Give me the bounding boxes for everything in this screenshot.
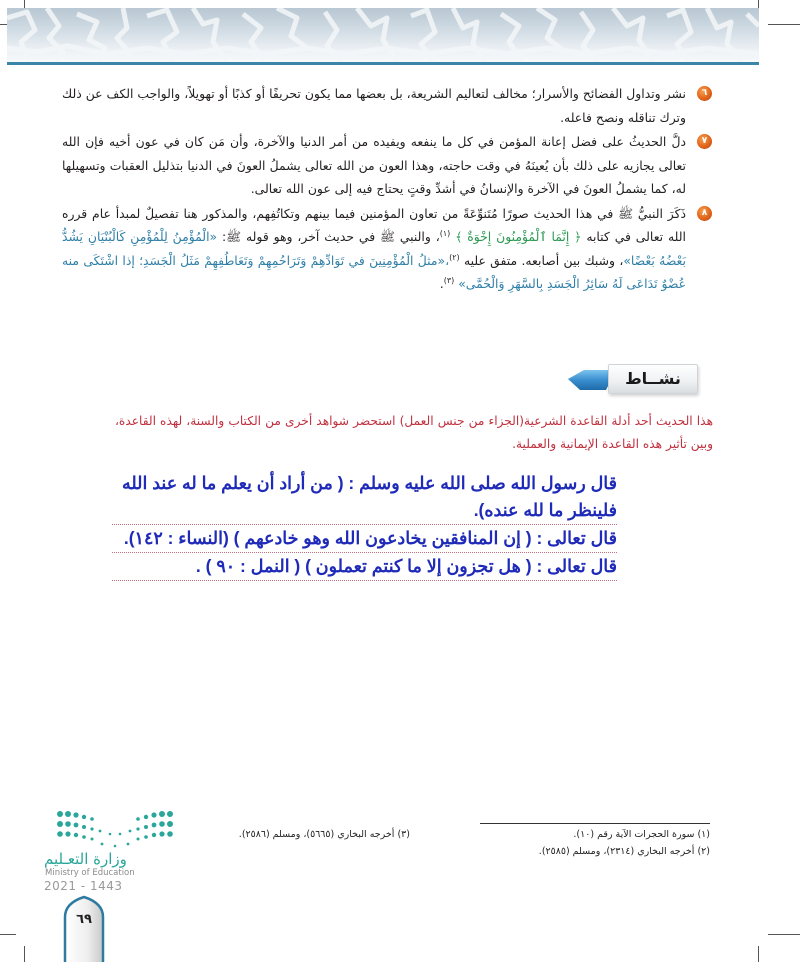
footnote-rule [480, 823, 710, 824]
crop-mark [0, 934, 16, 935]
number-badge: ٧ [697, 134, 712, 149]
hadith-quote: «الْمُؤْمِنُ لِلْمُؤْمِنِ كَالْبُنْيَانِ يَشُدُّ بَعْضُهُ بَعْضًا» [62, 229, 686, 268]
ministry-logo-icon [40, 806, 180, 850]
footnote: (١) سورة الحجرات الآية رقم (١٠). [573, 829, 710, 840]
point-text: ذَكَرَ النبيُّ ﷺ في هذا الحديث صورًا مُتَنوِّعَةً من تعاون المؤمنين فيما بينهم وتكاتُفِهم، والمذكور هنا تفصيلٌ لمبدأ عام قرره الله تعالى في كتابه [62, 205, 686, 244]
crop-mark [758, 946, 759, 962]
answer-line: قال تعالى : ( إن المنافقين يخادعون الله وهو خادعهم ) (النساء : ١٤٢). [112, 525, 617, 553]
footnotes [170, 826, 410, 843]
header-rule [7, 62, 759, 65]
activity-answers [112, 470, 617, 581]
page-number: ٦٩ [76, 912, 92, 927]
page-number-tab [62, 895, 106, 962]
point-text: . [439, 276, 444, 291]
answer-line: قال تعالى : ( هل تجزون إلا ما كنتم تعملون ) ( النمل : ٩٠ ) . [112, 553, 617, 581]
header-banner [7, 8, 759, 62]
quran-verse: ﴿ إِنَّمَا ٱلْمُؤْمِنُونَ إِخْوَةٌ ﴾ [455, 229, 582, 244]
point-7 [62, 130, 712, 201]
ministry-name-ar: وزارة التعـليم [44, 850, 127, 868]
number-badge: ٦ [697, 86, 712, 101]
lesson-points [62, 82, 712, 297]
answer-line: قال رسول الله صلى الله عليه وسلم : ( من أراد أن يعلم ما له عند الله فلينظر ما لله عنده). [112, 470, 617, 525]
footnotes [430, 826, 710, 860]
arabesque-pattern [7, 8, 759, 62]
point-text: ، وشبك بين أصابعه. متفق عليه [463, 252, 624, 268]
footnote-ref: (١) [439, 228, 451, 238]
activity-header [566, 364, 698, 394]
point-8 [62, 202, 712, 296]
crop-mark [24, 946, 25, 962]
crop-mark [768, 24, 800, 25]
point-text: دلَّ الحديثُ على فضل إعانة المؤمن في كل ما ينفعه ويفيده من أمر الدنيا والآخرة، وأن مَن كان في عون أخيه فإن الله تعالى يجازيه على ذلك بأن يُعينَهُ في وقت حاجته، وهذا العون من الله تعالى يشملُ العونَ في الدنيا بتذليل العقبات وتسهيلها له، كما يشملُ العونَ في الآخرة والإنسانُ في أشدِّ وقتٍ يحتاج فيه إلى عون الله تعالى. [62, 134, 686, 196]
activity-prompt: هذا الحديث أحد أدلة القاعدة الشرعية(الجزاء من جنس العمل) استحضر شواهد أخرى من الكتاب والسنة، لهذه القاعدة، وبين تأثير هذه القاعدة الإيمانية والعملية. [115, 414, 713, 451]
point-6 [62, 82, 712, 129]
footnote-ref: (٢) [449, 252, 460, 262]
edition-year: 2021 - 1443 [44, 879, 123, 893]
crop-mark [768, 934, 800, 935]
footnote: (٣) أخرجه البخاري (٥٦٦٥)، ومسلم (٢٥٨٦). [238, 829, 410, 840]
footnote: (٢) أخرجه البخاري (٢٣١٤)، ومسلم (٢٥٨٥). [538, 846, 710, 857]
activity-label: نشــاط [608, 364, 698, 394]
point-text: نشر وتداول الفضائح والأسرار؛ مخالف لتعاليم الشريعة، بل بعضها مما يكون تحريفًا أو كذبًا أو تهويلاً، والواجب الكف عن ذلك وترك تناقله ونصح فاعله. [62, 86, 686, 125]
footnote-ref: (٣) [443, 275, 455, 285]
ministry-name-en: Ministry of Education [45, 868, 135, 878]
number-badge: ٨ [697, 206, 712, 221]
point-text: ، والنبي ﷺ في حديث آخر، وهو قوله ﷺ: [221, 229, 440, 244]
hadith-quote: ،«مثلُ الْمُؤْمِنِينَ في تَوَادِّهِمْ وَتَرَاحُمِهِمْ وَتَعَاطُفِهِمْ مَثَلُ الْجَسَدِ؛ إذا اشْتَكَى منه عُضْوٌ تَدَاعَى لَهُ سَائِرُ الْجَسَدِ بِالسَّهَرِ وَالْحُمَّى» [62, 252, 686, 291]
